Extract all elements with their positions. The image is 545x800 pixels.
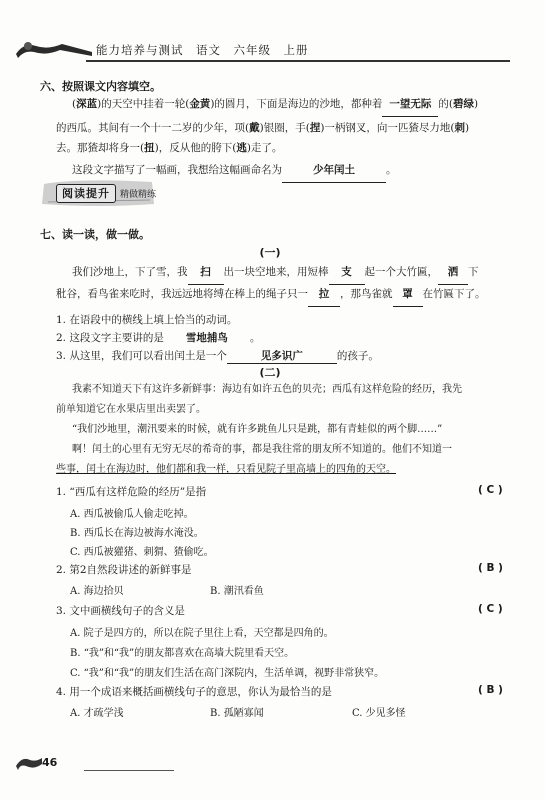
page-number: 46: [42, 756, 58, 769]
mcq-4-answer: ( B ): [478, 684, 503, 696]
section-6-title: 六、按照课文内容填空。: [40, 80, 161, 93]
banner-badge: 阅读提升: [56, 184, 116, 203]
part-2-line-5: 些事，闰土在海边时，他们都和我一样，只看见院子里高墙上的四角的天空。: [56, 464, 396, 475]
part-1-heading: (一): [259, 246, 281, 259]
banner-subtitle: 精做精练: [120, 190, 157, 200]
header-rule: [86, 60, 510, 62]
mcq-2-stem: 2. 第2自然段讲述的新鲜事是: [56, 564, 192, 576]
mcq-3-option-c: C. “我”和“我”的朋友们生活在高门深院内，生活单调，视野非常狭窄。: [70, 668, 385, 679]
part-2-line-4: 啊！闰土的心里有无穷无尽的希奇的事，都是我往常的朋友所不知道的。他们不知道一: [72, 444, 452, 455]
mcq-1-stem: 1. “西瓜有这样危险的经历”是指: [56, 486, 207, 498]
header-title: 能力培养与测试 语文 六年级 上册: [96, 43, 309, 57]
section-7-title: 七、读一读，做一做。: [40, 228, 150, 241]
section-6-line-1: (深蓝)的天空中挂着一轮(金黄)的圆月，下面是海边的沙地，都种着 一望无际 的(碧绿): [72, 92, 478, 117]
part-1-question-3: 3. 从这里，我们可以看出闰土是一个 见多识广 的孩子。: [56, 350, 379, 362]
part-1-question-1: 1. 在语段中的横线上填上恰当的动词。: [56, 314, 238, 326]
mcq-2-option-b: B. 潮汛看鱼: [210, 586, 264, 597]
header-decoration-icon: [14, 38, 94, 60]
part-2-line-1: 我素不知道天下有这许多新鲜事：海边有如许五色的贝壳；西瓜有这样危险的经历，我先: [72, 384, 462, 395]
mcq-3-option-a: A. 院子是四方的，所以在院子里往上看，天空都是四角的。: [70, 628, 334, 639]
mcq-3-answer: ( C ): [478, 603, 503, 615]
mcq-4-option-c: C. 少见多怪: [352, 708, 406, 719]
reading-banner: [40, 178, 156, 208]
mcq-2-option-a: A. 海边拾贝: [70, 586, 124, 597]
footer-rule: [84, 770, 174, 771]
mcq-1-answer: ( C ): [478, 484, 503, 496]
section-6-line-2: 的西瓜。其间有一个十一二岁的少年，项(戴)银圈，手(捏)一柄钢叉，向一匹猹尽力地(刺): [56, 122, 470, 134]
mcq-1-option-c: C. 西瓜被獾猪、刺猬、猹偷吃。: [70, 547, 214, 558]
mcq-2-answer: ( B ): [478, 562, 503, 574]
mcq-1-option-a: A. 西瓜被偷瓜人偷走吃掉。: [70, 509, 194, 520]
mcq-4-option-b: B. 孤陋寡闻: [210, 708, 264, 719]
part-1-line-2: 秕谷，看鸟雀来吃时，我远远地将缚在棒上的绳子只一 拉 ，那鸟雀就 罩 在竹匾下了。: [56, 282, 486, 307]
mcq-3-option-b: B. “我”和“我”的朋友都喜欢在高墙大院里看天空。: [70, 648, 295, 659]
mcq-4-stem: 4. 用一个成语来概括画横线句子的意思，你认为最恰当的是: [56, 686, 332, 698]
mcq-4-option-a: A. 才疏学浅: [70, 708, 124, 719]
mcq-3-stem: 3. 文中画横线句子的含义是: [56, 605, 185, 617]
footer-decoration-icon: [14, 752, 44, 774]
part-1-line-1: 我们沙地上，下了雪，我 扫 出一块空地来，用短棒 支 起一个大竹匾， 洒 下: [72, 260, 479, 285]
section-6-line-3: 去。那猹却将身一(扭)，反从他的胯下(逃)走了。: [56, 142, 283, 154]
part-1-question-2: 2. 这段文字主要讲的是 雪地捕鸟 。: [56, 332, 261, 344]
part-2-heading: (二): [259, 366, 281, 379]
part-2-line-2: 前单知道它在水果店里出卖罢了。: [56, 404, 206, 415]
mcq-1-option-b: B. 西瓜长在海边被海水淹没。: [70, 528, 204, 539]
part-2-line-3: “我们沙地里，潮汛要来的时候，就有许多跳鱼儿只是跳，都有青蛙似的两个脚……”: [72, 424, 443, 435]
section-6-line-4: 这段文字描写了一幅画，我想给这幅画命名为 少年闰土 。: [72, 158, 397, 183]
